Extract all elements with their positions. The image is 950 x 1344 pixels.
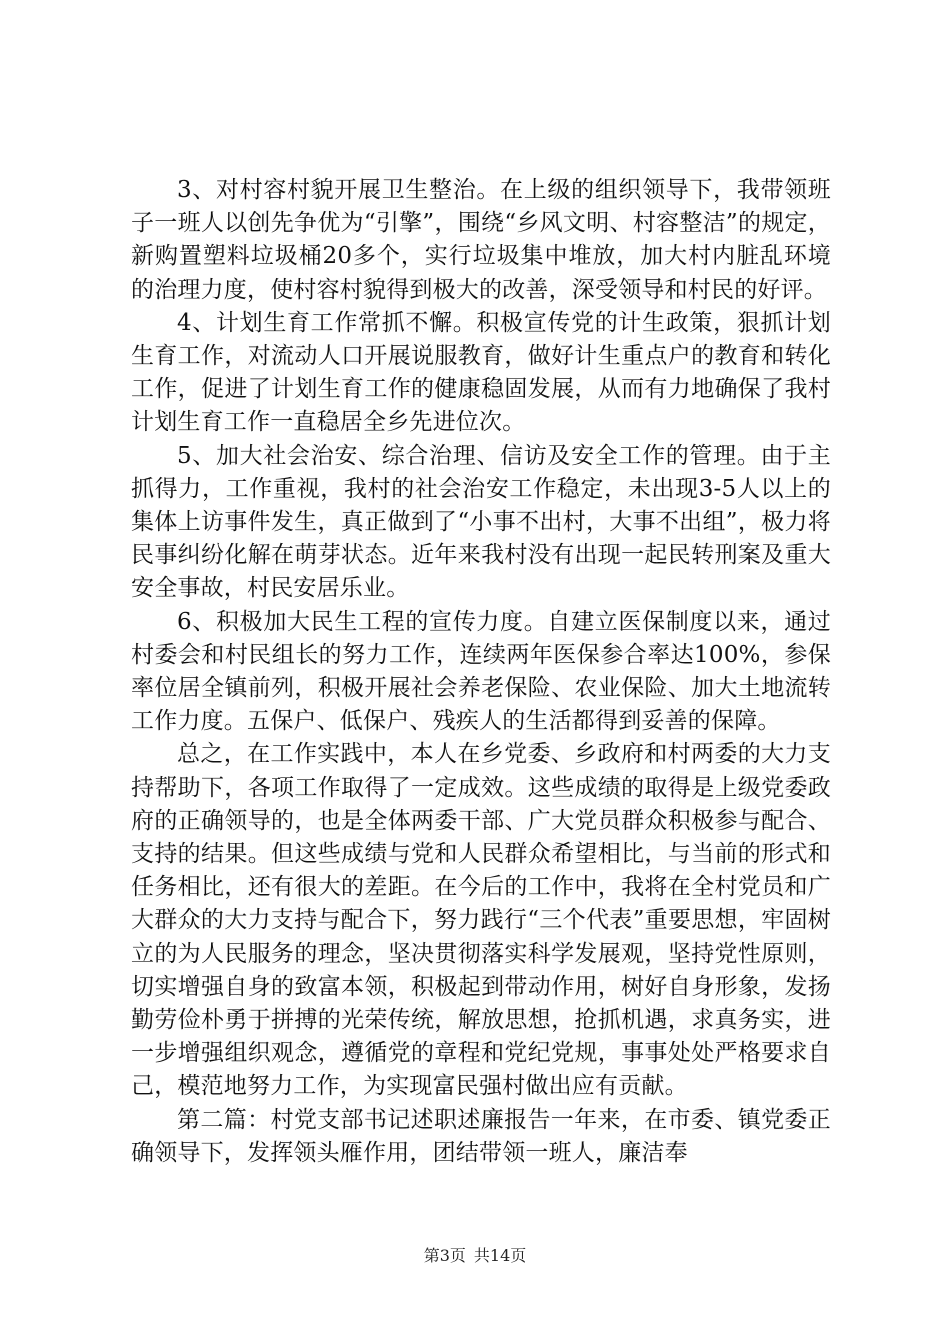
- paragraph-public-security: 5、加大社会治安、综合治理、信访及安全工作的管理。由于主抓得力，工作重视，我村的社会治安工作稳定，未出现3-5人以上的集体上访事件发生，真正做到了“小事不出村，大事不出组”，极力将民事纠纷化解在萌芽状态。近年来我村没有出现一起民转刑案及重大安全事故，村民安居乐业。: [131, 442, 831, 602]
- page-total: 共14页: [473, 1246, 527, 1265]
- page-number: 第3页: [423, 1246, 466, 1265]
- page-footer: [0, 1246, 950, 1266]
- paragraph-summary: 总之，在工作实践中，本人在乡党委、乡政府和村两委的大力支持帮助下，各项工作取得了一定成效。这些成绩的取得是上级党委政府的正确领导的，也是全体两委干部、广大党员群众积极参与配合、支持的结果。但这些成绩与党和人民群众希望相比，与当前的形式和任务相比，还有很大的差距。在今后的工作中，我将在全村党员和广大群众的大力支持与配合下，努力践行“三个代表”重要思想，牢固树立的为人民服务的理念，坚决贯彻落实科学发展观，坚持党性原则，切实增强自身的致富本领，积极起到带动作用，树好自身形象，发扬勤劳俭朴勇于拼搏的光荣传统，解放思想，抢抓机遇，求真务实，进一步增强组织观念，遵循党的章程和党纪党规，事事处处严格要求自己，模范地努力工作，为实现富民强村做出应有贡献。: [131, 741, 831, 1100]
- paragraph-family-planning: 4、计划生育工作常抓不懈。积极宣传党的计生政策，狠抓计划生育工作，对流动人口开展说服教育，做好计生重点户的教育和转化工作，促进了计划生育工作的健康稳固发展，从而有力地确保了我村计划生育工作一直稳居全乡先进位次。: [131, 309, 831, 436]
- paragraph-second-article: 第二篇：村党支部书记述职述廉报告一年来，在市委、镇党委正确领导下，发挥领头雁作用，团结带领一班人，廉洁奉: [131, 1106, 831, 1166]
- paragraph-livelihood: 6、积极加大民生工程的宣传力度。自建立医保制度以来，通过村委会和村民组长的努力工作，连续两年医保参合率达100%，参保率位居全镇前列，积极开展社会养老保险、农业保险、加大土地流转工作力度。五保户、低保户、残疾人的生活都得到妥善的保障。: [131, 608, 831, 735]
- paragraph-sanitation: 3、对村容村貌开展卫生整治。在上级的组织领导下，我带领班子一班人以创先争优为“引擎”，围绕“乡风文明、村容整洁”的规定，新购置塑料垃圾桶20多个，实行垃圾集中堆放，加大村内脏乱环境的治理力度，使村容村貌得到极大的改善，深受领导和村民的好评。: [131, 177, 831, 303]
- document-body: [131, 174, 831, 1170]
